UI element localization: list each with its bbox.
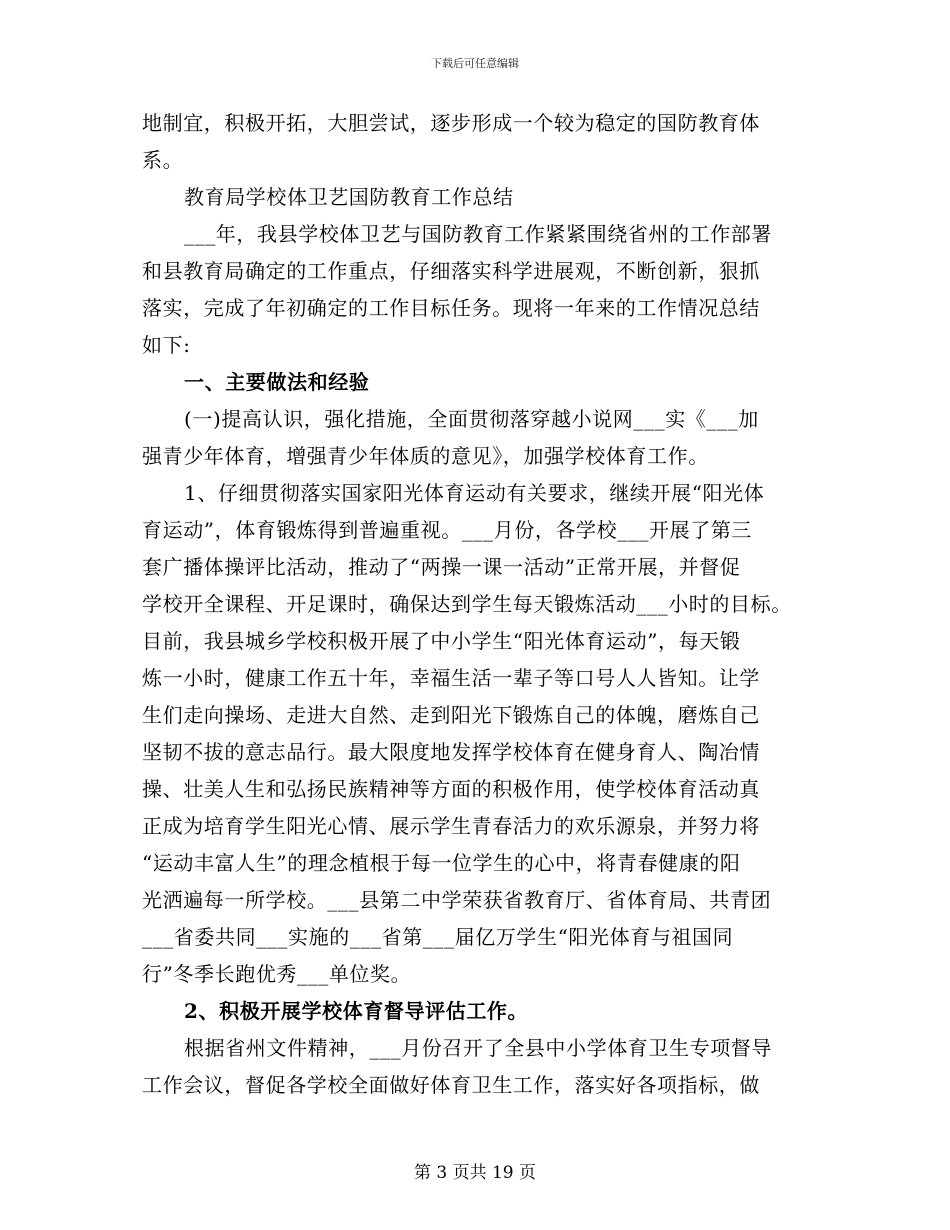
text-line: 行”冬季长跑优秀___单位奖。 (142, 962, 412, 986)
text-line: 根据省州文件精神，___月份召开了全县中小学体育卫生专项督导 (184, 1036, 772, 1060)
text-line: 光洒遍每一所学校。___县第二中学荣获省教育厅、省体育局、共青团 (142, 888, 772, 912)
document-body (142, 105, 807, 1104)
text-line: 地制宜，积极开拓，大胆尝试，逐步形成一个较为稳定的国防教育体 (142, 111, 760, 135)
text-line: 教育局学校体卫艺国防教育工作总结 (184, 185, 514, 209)
text-line: (一)提高认识，强化措施，全面贯彻落穿越小说网___实《___加 (184, 407, 759, 431)
text-line: 炼一小时，健康工作五十年，幸福生活一辈子等口号人人皆知。让学 (142, 666, 760, 690)
text-line: 坚韧不拔的意志品行。最大限度地发挥学校体育在健身育人、陶冶情 (142, 740, 760, 764)
text-line: “运动丰富人生”的理念植根于每一位学生的心中，将青春健康的阳 (142, 851, 741, 875)
text-line: 学校开全课程、开足课时，确保达到学生每天锻炼活动___小时的目标。 (142, 592, 792, 616)
text-line: 1、仔细贯彻落实国家阳光体育运动有关要求，继续开展“阳光体 (184, 481, 765, 505)
section-heading: 一、主要做法和经验 (184, 370, 370, 394)
text-line: 目前，我县城乡学校积极开展了中小学生“阳光体育运动”，每天锻 (142, 629, 741, 653)
text-line: ___年，我县学校体卫艺与国防教育工作紧紧围绕省州的工作部署 (184, 222, 772, 246)
text-line: 育运动”，体育锻炼得到普遍重视。___月份，各学校___开展了第三 (142, 518, 753, 542)
section-heading: 2、积极开展学校体育督导评估工作。 (184, 999, 529, 1023)
text-line: 如下: (142, 333, 191, 357)
page-header: 下载后可任意编辑 (431, 57, 519, 70)
text-line: 工作会议，督促各学校全面做好体育卫生工作，落实好各项指标，做 (142, 1073, 760, 1097)
text-line: 正成为培育学生阳光心情、展示学生青春活力的欢乐源泉，并努力将 (142, 814, 760, 838)
text-line: 落实，完成了年初确定的工作目标任务。现将一年来的工作情况总结 (142, 296, 760, 320)
text-line: 操、壮美人生和弘扬民族精神等方面的积极作用，使学校体育活动真 (142, 777, 760, 801)
text-line: 和县教育局确定的工作重点，仔细落实科学进展观，不断创新，狠抓 (142, 259, 760, 283)
text-line: 系。 (142, 148, 184, 172)
page-footer: 第 3 页共 19 页 (413, 1163, 537, 1183)
text-line: 生们走向操场、走进大自然、走到阳光下锻炼自己的体魄，磨炼自己 (142, 703, 760, 727)
text-line: 强青少年体育，增强青少年体质的意见》，加强学校体育工作。 (142, 444, 709, 468)
text-line: 套广播体操评比活动，推动了“两操一课一活动”正常开展，并督促 (142, 555, 741, 579)
text-line: ___省委共同___实施的___省第___届亿万学生“阳光体育与祖国同 (142, 925, 734, 949)
